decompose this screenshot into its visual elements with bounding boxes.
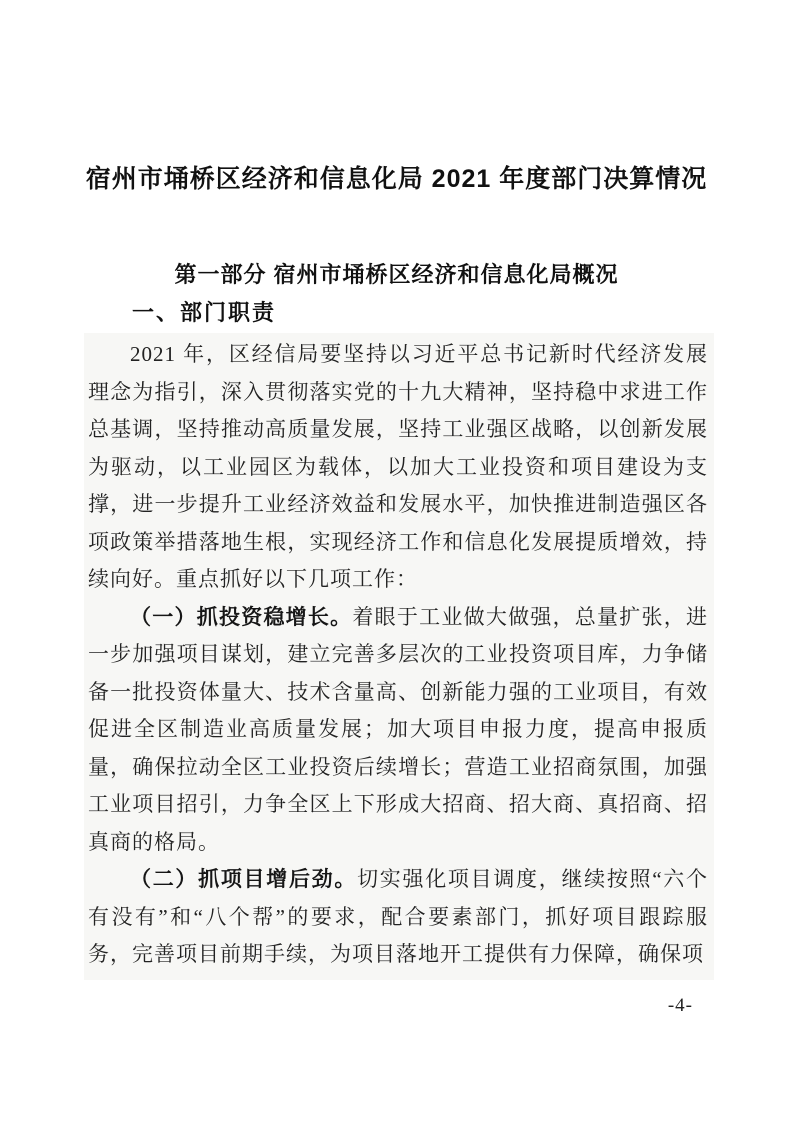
paragraph-project-momentum bbox=[88, 861, 708, 974]
part-one-heading: 第一部分 宿州市埇桥区经济和信息化局概况 bbox=[174, 262, 619, 287]
paragraph-overview-text: 2021 年，区经信局要坚持以习近平总书记新时代经济发展理念为指引，深入贯彻落实党的十九大精神，坚持稳中求进工作总基调，坚持推动高质量发展，坚持工业强区战略，以创新发展为驱动，以工业园区为载体，以加大工业投资和项目建设为支撑，进一步提升工业经济效益和发展水平，加快推进制造强区各项政策举措落地生根，实现经济工作和信息化发展提质增效，持续向好。重点抓好以下几项工作： bbox=[88, 342, 708, 591]
page-number: -4- bbox=[667, 995, 693, 1016]
paragraph-overview bbox=[88, 336, 708, 599]
paragraph-project-momentum-text: 切实强化项目调度，继续按照“六个有没有”和“八个帮”的要求，配合要素部门，抓好项目跟踪服务，完善项目前期手续，为项目落地开工提供有力保障，确保项 bbox=[88, 867, 709, 966]
paragraph-investment-growth-text: 着眼于工业做大做强，总量扩张，进一步加强项目谋划，建立完善多层次的工业投资项目库，力争储备一批投资体量大、技术含量高、创新能力强的工业项目，有效促进全区制造业高质量发展；加大项目申报力度，提高申报质量，确保拉动全区工业投资后续增长；营造工业招商氛围，加强工业项目招引，力争全区上下形成大招商、招大商、真招商、招真商的格局。 bbox=[88, 604, 709, 854]
paragraph-investment-growth bbox=[88, 599, 708, 862]
section-heading-department-duties: 一、部门职责 bbox=[132, 300, 277, 325]
body-text-block bbox=[88, 336, 708, 974]
paragraph-investment-growth-lead: （一）抓投资稳增长。 bbox=[130, 605, 353, 629]
document-title: 宿州市埇桥区经济和信息化局 2021 年度部门决算情况 bbox=[85, 164, 708, 193]
paragraph-project-momentum-lead: （二）抓项目增后劲。 bbox=[130, 868, 358, 891]
